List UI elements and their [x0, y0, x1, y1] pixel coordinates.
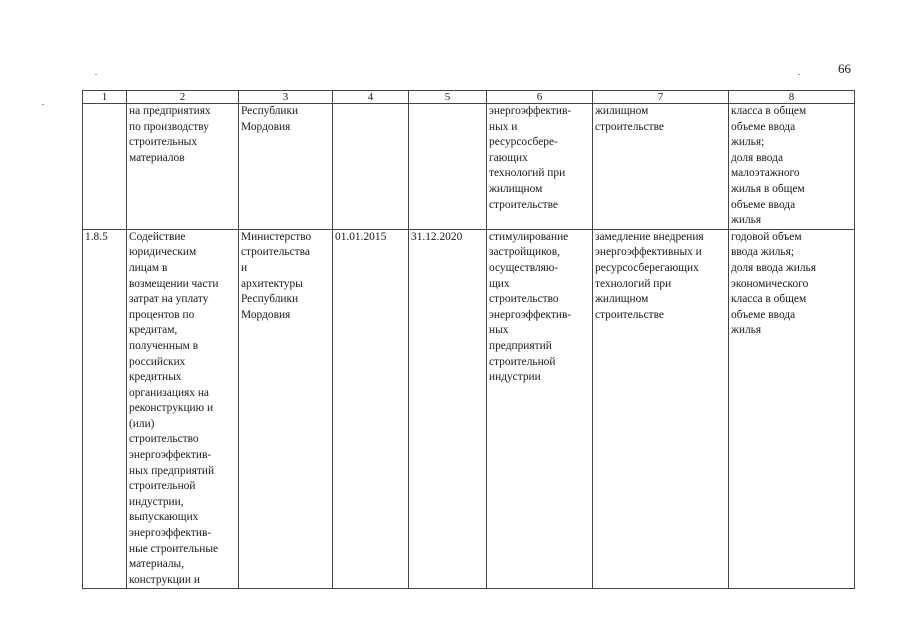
column-header: 8 — [729, 91, 855, 104]
end-date-cell — [409, 104, 487, 230]
program-measures-table — [82, 90, 855, 589]
end-date-cell: 31.12.2020 — [409, 229, 487, 589]
scan-artifact — [42, 104, 44, 105]
column-header: 2 — [127, 91, 239, 104]
item-number-cell — [83, 104, 127, 230]
column-header: 3 — [239, 91, 333, 104]
column-header: 5 — [409, 91, 487, 104]
item-number-cell: 1.8.5 — [83, 229, 127, 589]
column-header: 7 — [593, 91, 729, 104]
expected-result-cell: стимулирование застройщиков, осуществляю- щих строительство энергоэффектив- ных предприятий строительной индустрии — [487, 229, 593, 589]
table-row — [83, 104, 855, 230]
consequence-cell: жилищном строительстве — [593, 104, 729, 230]
scan-artifact — [798, 74, 800, 75]
executor-cell: Республики Мордовия — [239, 104, 333, 230]
indicator-cell: класса в общем объеме ввода жилья; доля ввода малоэтажного жилья в общем объеме ввода жилья — [729, 104, 855, 230]
expected-result-cell: энергоэффектив- ных и ресурсосбере- гающих технологий при жилищном строительстве — [487, 104, 593, 230]
indicator-cell: годовой объем ввода жилья; доля ввода жилья экономического класса в общем объеме ввода жилья — [729, 229, 855, 589]
action-cell: Содействие юридическим лицам в возмещении части затрат на уплату процентов по кредитам, полученным в российских кредитных организациях на реконструкцию и (или) строительство энергоэффектив- ных предприятий строительной индустрии, выпускающих энергоэффектив- ные строительные материалы, конструкции и — [127, 229, 239, 589]
start-date-cell: 01.01.2015 — [333, 229, 409, 589]
action-cell: на предприятиях по производству строительных материалов — [127, 104, 239, 230]
start-date-cell — [333, 104, 409, 230]
consequence-cell: замедление внедрения энергоэффективных и ресурсосберегающих технологий при жилищном строительстве — [593, 229, 729, 589]
column-header: 6 — [487, 91, 593, 104]
column-header: 1 — [83, 91, 127, 104]
table-header-row — [83, 91, 855, 104]
scan-artifact — [95, 74, 97, 75]
column-header: 4 — [333, 91, 409, 104]
table-row — [83, 229, 855, 589]
executor-cell: Министерство строительства и архитектуры Республики Мордовия — [239, 229, 333, 589]
page-number: 66 — [838, 61, 851, 76]
